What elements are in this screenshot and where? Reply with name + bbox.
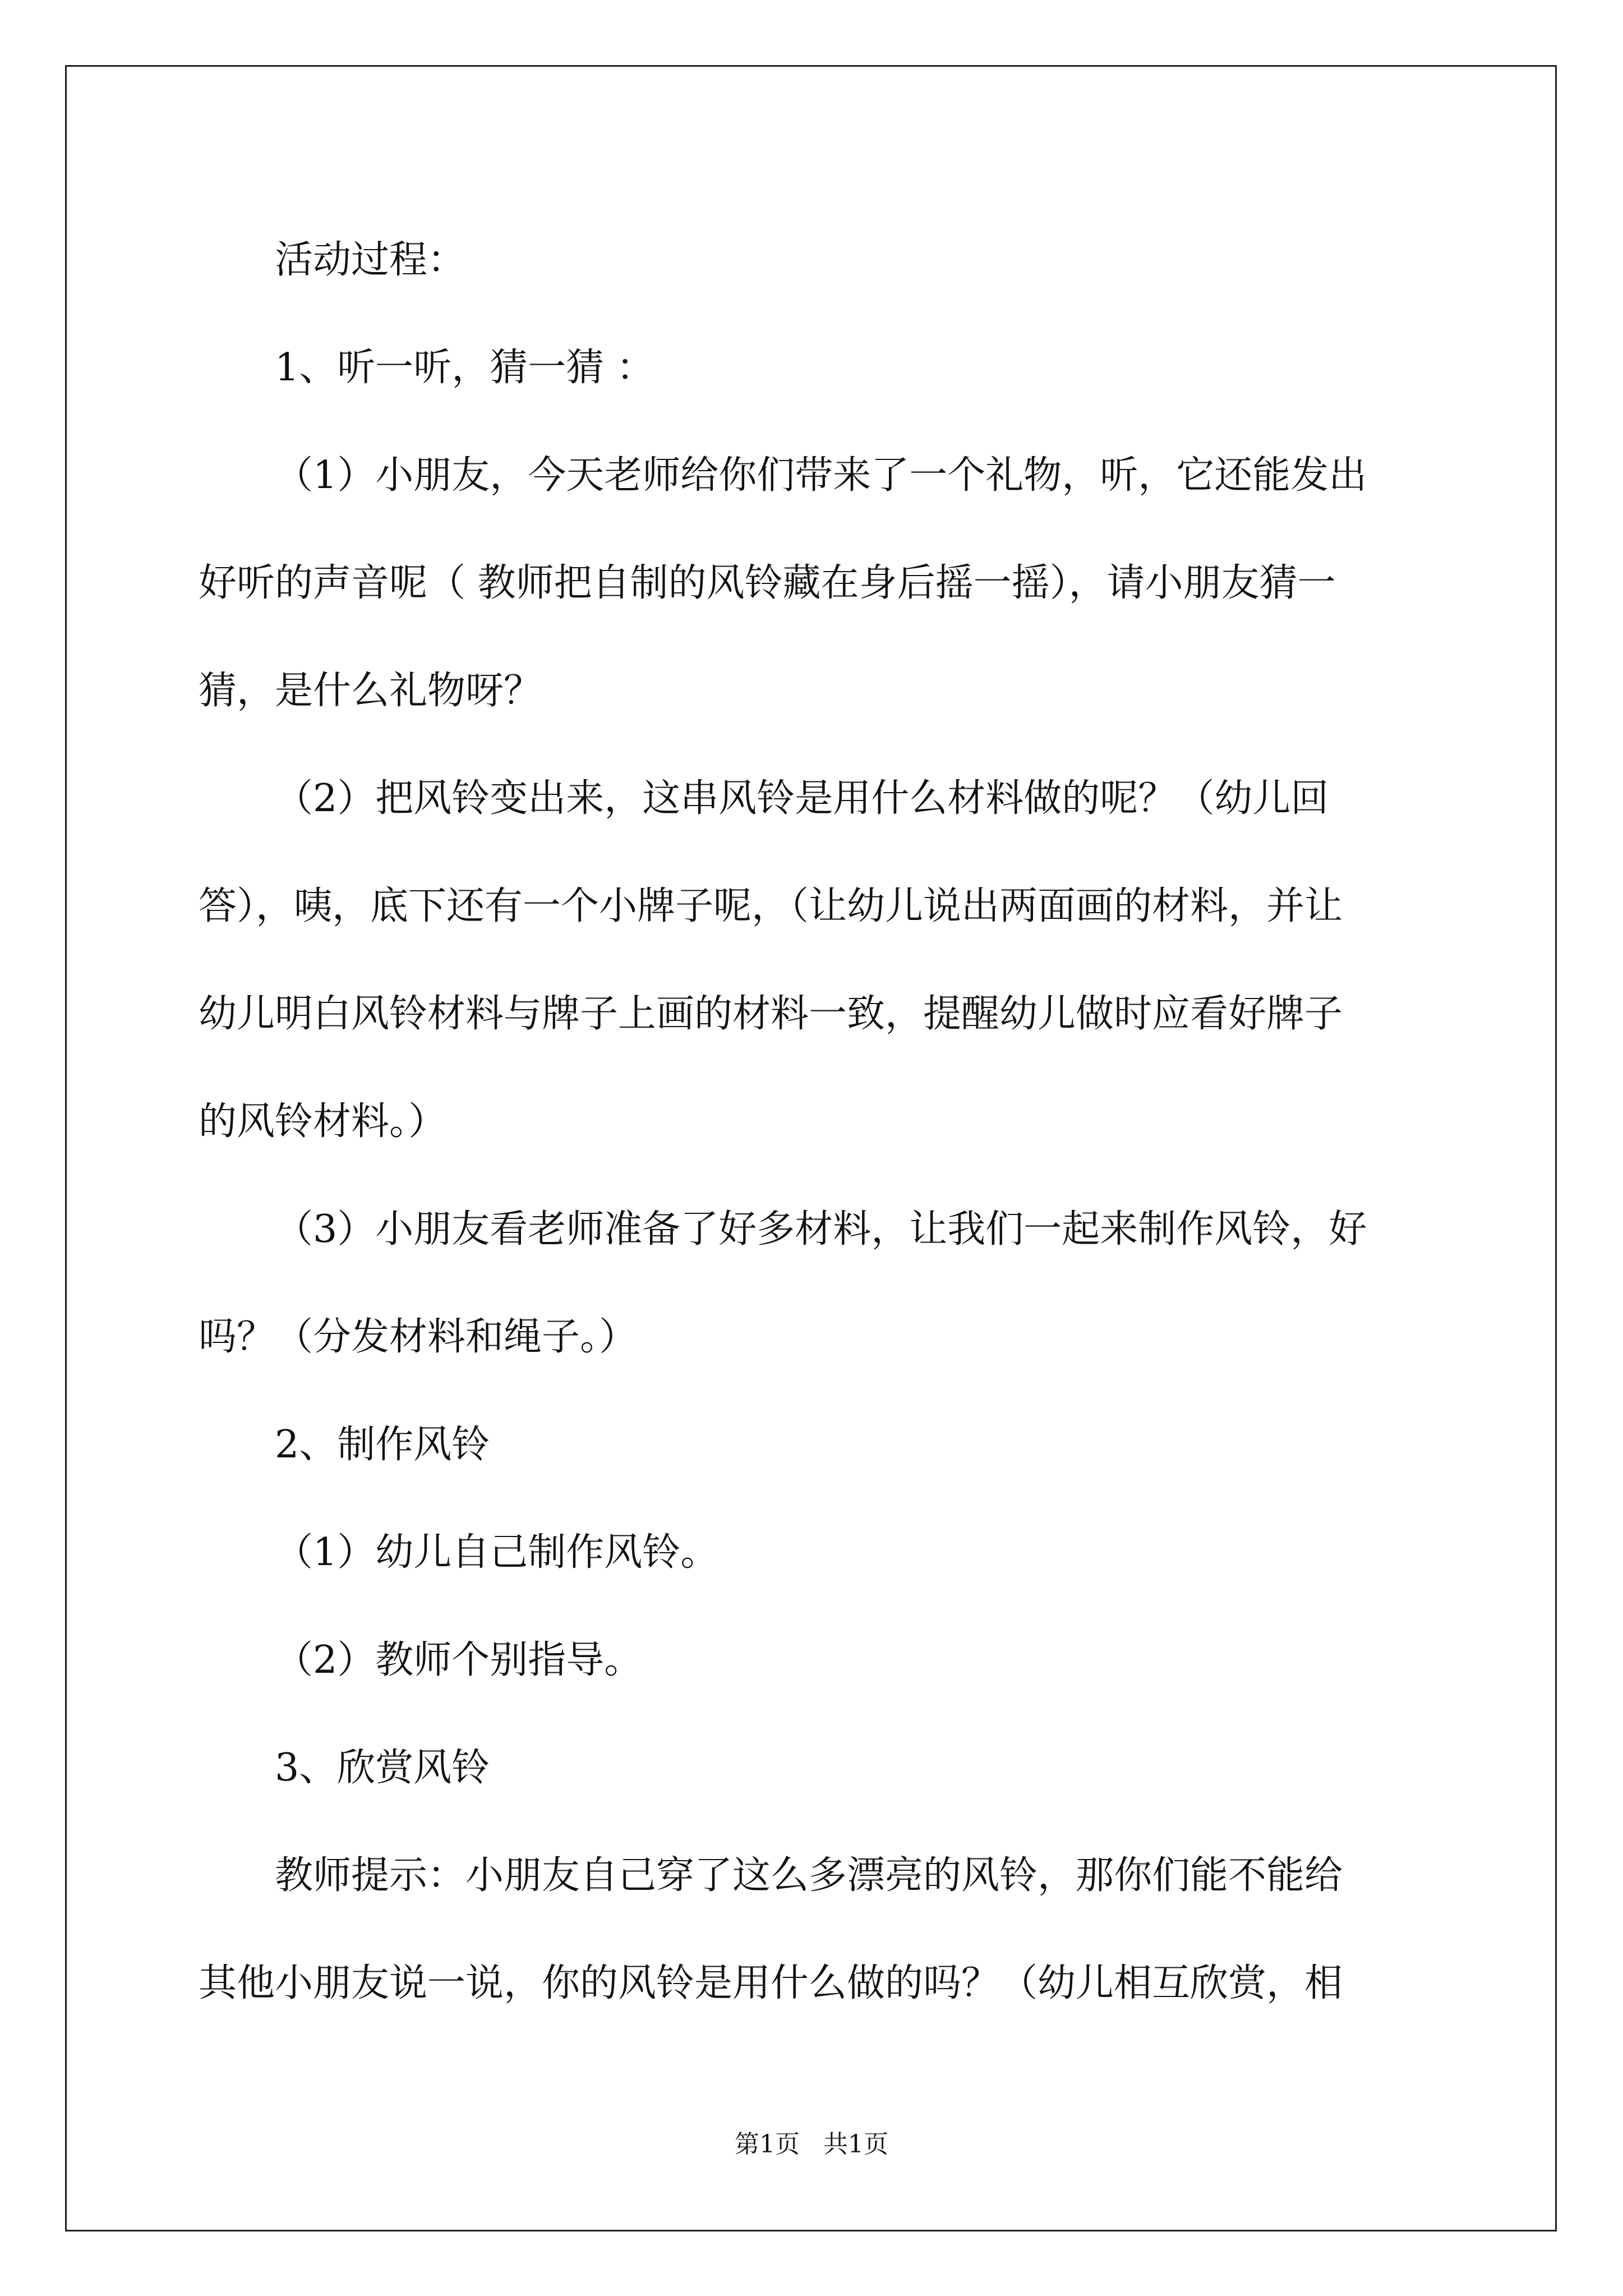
paragraph-line: （2）把风铃变出来，这串风铃是用什么材料做的呢？（幼儿回	[275, 776, 1329, 821]
paragraph-line: （3）小朋友看老师准备了好多材料，让我们一起来制作风铃，好	[275, 1207, 1367, 1251]
document-body	[199, 206, 1424, 2037]
section-2-title: 2、制作风铃	[275, 1423, 490, 1467]
paragraph-line: 其他小朋友说一说，你的风铃是用什么做的吗？（幼儿相互欣赏，相	[199, 1961, 1343, 2005]
paragraph-line: 吗？（分发材料和绳子。）	[199, 1315, 638, 1359]
heading-activity-process: 活动过程：	[275, 238, 466, 282]
section-1-title: 1、听一听，猜一猜 ：	[275, 346, 654, 390]
paragraph-line: 教师提示：小朋友自己穿了这么多漂亮的风铃，那你们能不能给	[275, 1853, 1343, 1898]
paragraph-line: 幼儿明白风铃材料与牌子上画的材料一致，提醒幼儿做时应看好牌子	[199, 992, 1343, 1036]
paragraph-line: 好听的声音呢（ 教师把自制的风铃藏在身后摇一摇），请小朋友猜一	[199, 561, 1336, 605]
paragraph-line: 答），咦，底下还有一个小牌子呢，（让幼儿说出两面画的材料，并让	[199, 884, 1343, 928]
section-3-title: 3、欣赏风铃	[275, 1746, 490, 1790]
paragraph-line: （1）小朋友，今天老师给你们带来了一个礼物，听，它还能发出	[275, 453, 1367, 498]
paragraph-line: （2）教师个别指导。	[275, 1638, 643, 1682]
paragraph-line: 猜，是什么礼物呀？	[199, 669, 542, 713]
page-number-footer: 第1页 共1页	[735, 2130, 888, 2159]
paragraph-line: 的风铃材料。）	[199, 1099, 447, 1144]
paragraph-line: （1）幼儿自己制作风铃。	[275, 1530, 719, 1575]
